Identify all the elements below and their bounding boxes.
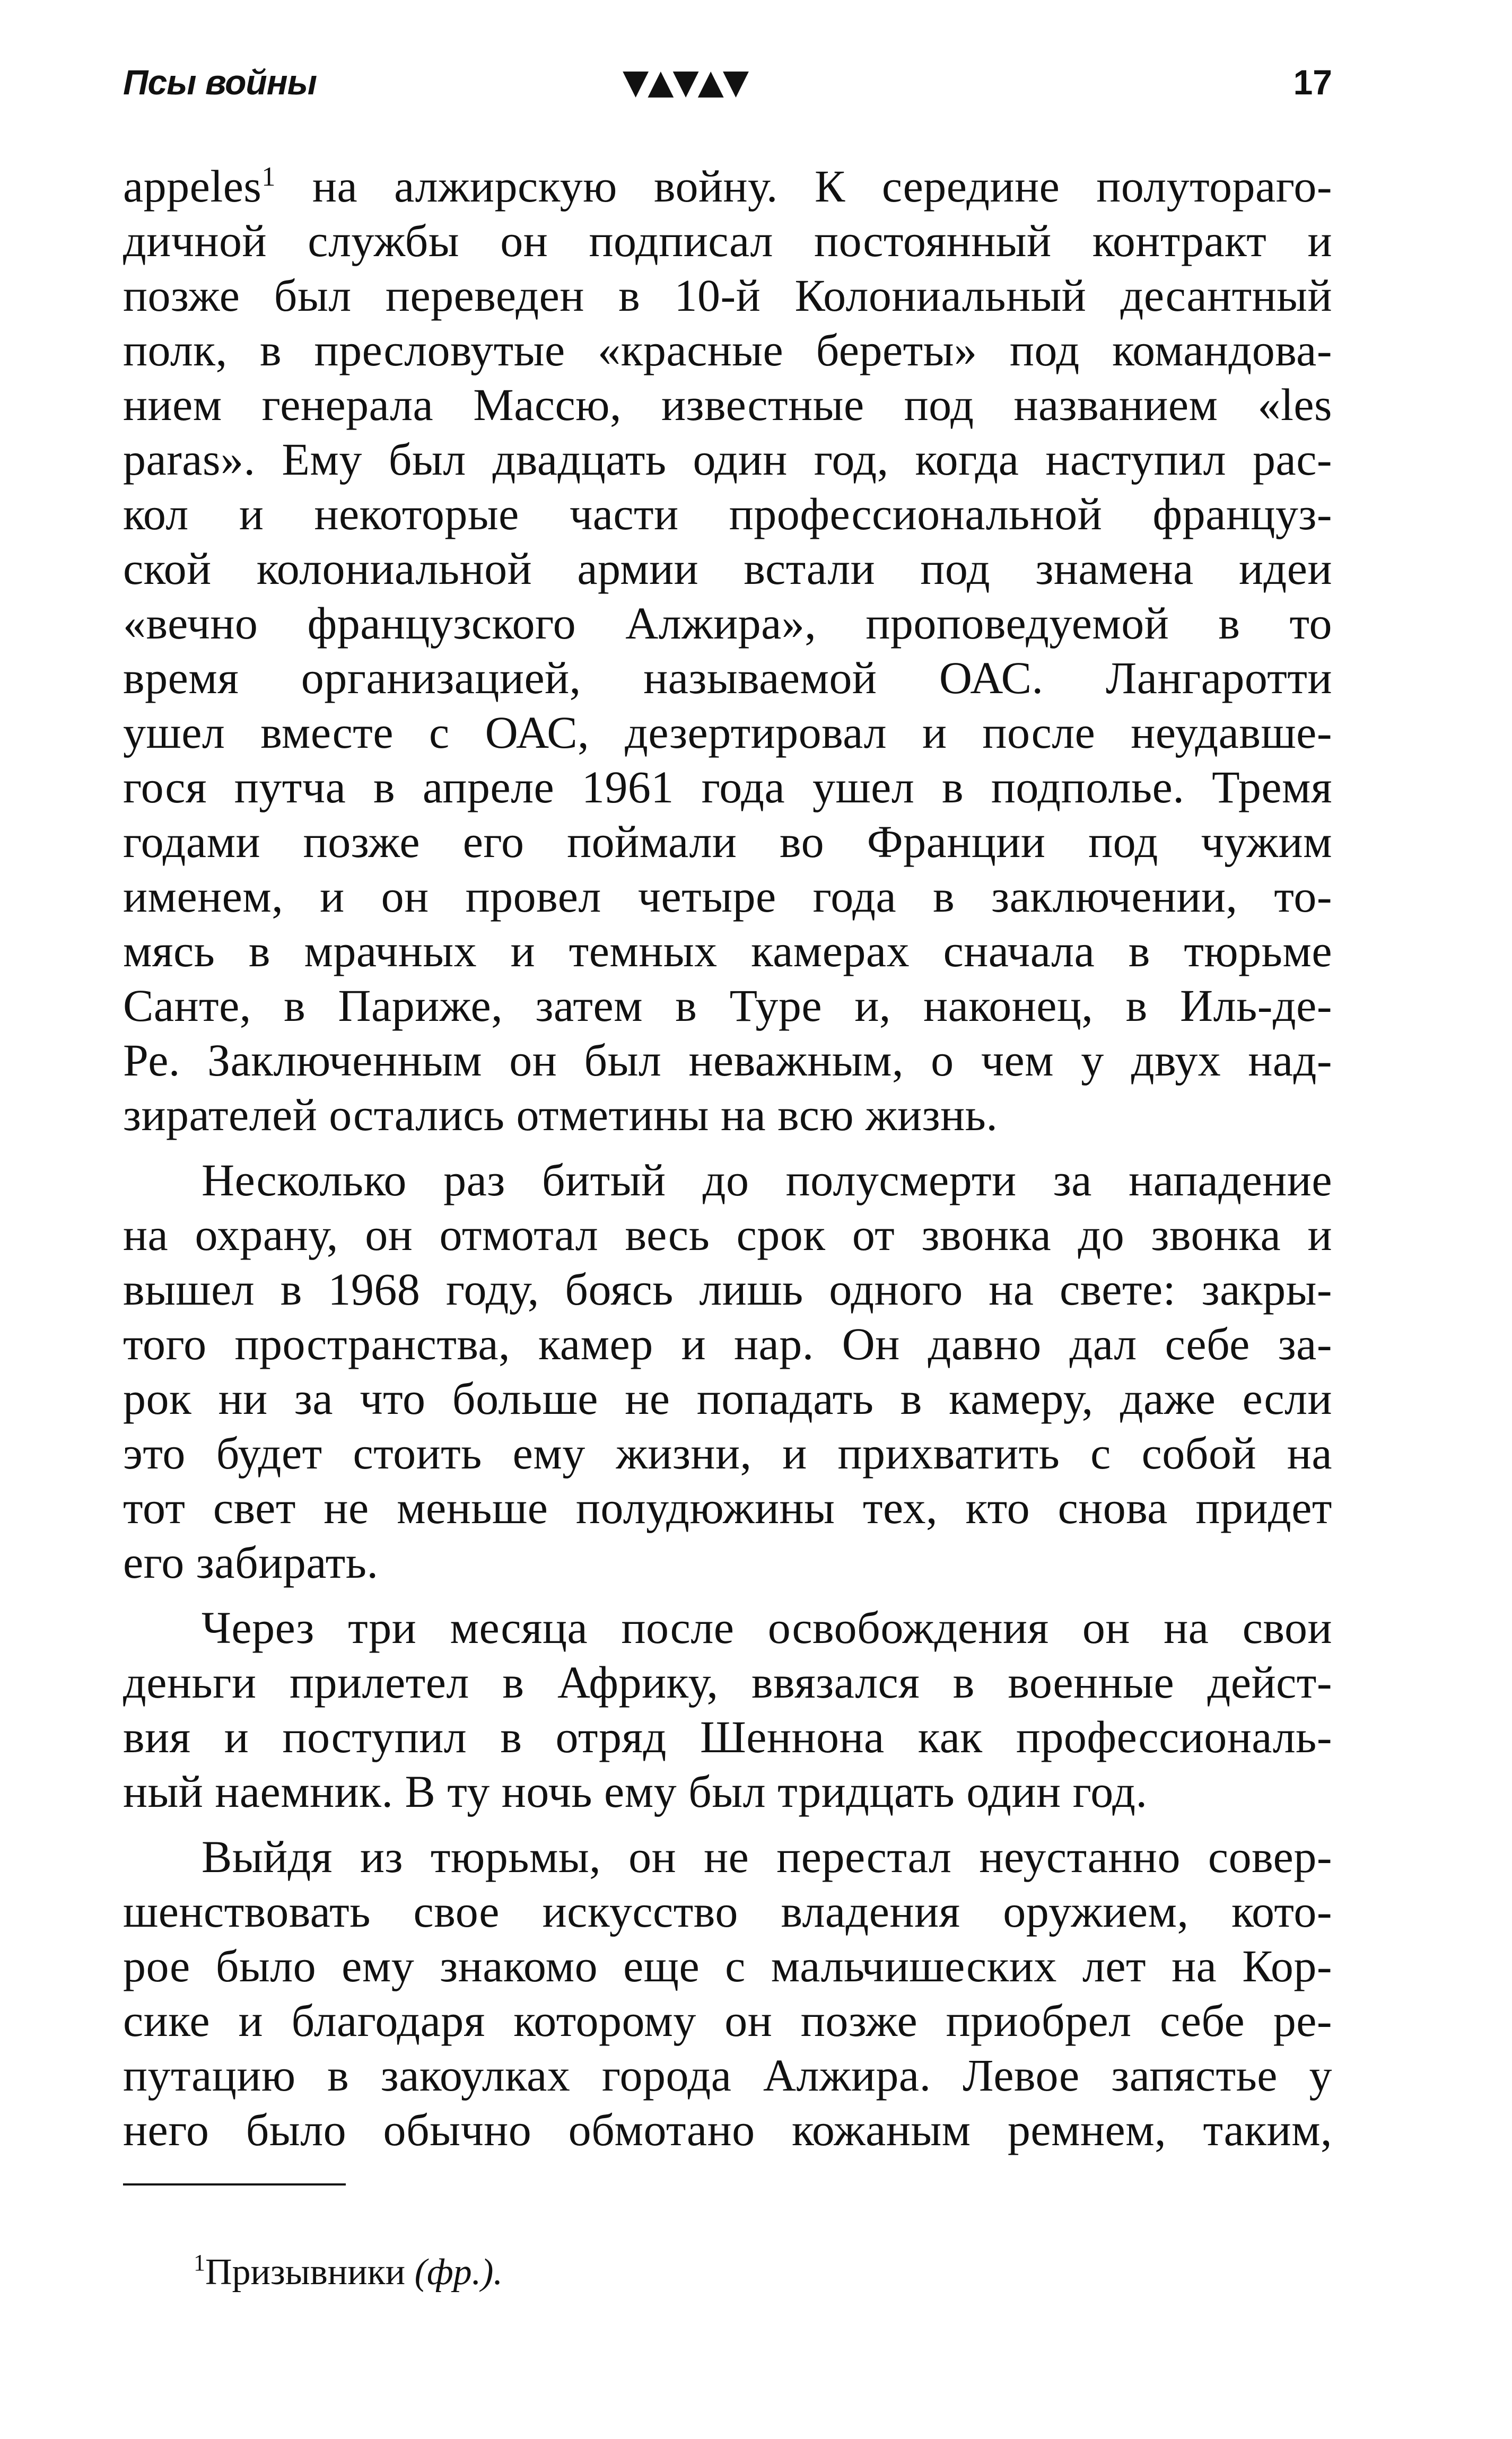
paragraph-gap — [123, 1590, 1332, 1601]
text-fragment: appeles — [123, 161, 262, 212]
text-line: путацию в закоулках города Алжира. Левое запястье у — [123, 2050, 1332, 2101]
footnote-divider — [123, 2183, 346, 2186]
text-line: его забирать. — [123, 1537, 379, 1588]
text-line: Несколько раз битый до полусмерти за нападение — [202, 1155, 1332, 1205]
text-line: кол и некоторые части профессиональной француз- — [123, 488, 1332, 539]
text-line: это будет стоить ему жизни, и прихватить с собой на — [123, 1428, 1332, 1479]
text-line: Через три месяца после освобождения он на свои — [202, 1602, 1332, 1653]
text-line: ный наемник. В ту ночь ему был тридцать один год. — [123, 1766, 1148, 1817]
text-line: на охрану, он отмотал весь срок от звонка до звонка и — [123, 1209, 1332, 1260]
text-line: шенствовать свое искусство владения оружием, кото- — [123, 1886, 1332, 1937]
text-line: именем, и он провел четыре года в заключении, то- — [123, 871, 1332, 922]
text-line: рое было ему знакомо еще с мальчишеских лет на Кор- — [123, 1940, 1332, 1991]
text-line: дичной службы он подписал постоянный контракт и — [123, 215, 1332, 266]
text-line: зирателей остались отметины на всю жизнь. — [123, 1089, 998, 1140]
text-line: годами позже его поймали во Франции под чужим — [123, 816, 1332, 867]
running-head — [123, 58, 1332, 106]
footnote-marker: 1 — [194, 2250, 205, 2276]
text-fragment: на алжирскую войну. К середине полутораго- — [312, 161, 1332, 212]
text-line: «вечно французского Алжира», проповедуемой в то — [123, 598, 1332, 649]
text-line: сике и благодаря которому он позже приобрел себе ре- — [123, 1995, 1332, 2046]
text-line: деньги прилетел в Африку, ввязался в военные дейст- — [123, 1657, 1332, 1708]
text-line: Санте, в Париже, затем в Туре и, наконец, в Иль-де- — [123, 980, 1332, 1031]
text-line: тот свет не меньше полудюжины тех, кто снова придет — [123, 1482, 1332, 1533]
text-line: нием генерала Массю, известные под названием «les — [123, 379, 1332, 430]
footnote-text: Призывники — [205, 2252, 406, 2293]
ornament-triangles: ▼▲▼▲▼ — [623, 63, 748, 102]
text-line: рок ни за что больше не попадать в камеру, даже если — [123, 1373, 1332, 1424]
text-line — [123, 159, 1332, 214]
text-line: вышел в 1968 году, боясь лишь одного на свете: закры- — [123, 1264, 1332, 1315]
text-line: вия и поступил в отряд Шеннона как профессиональ- — [123, 1711, 1332, 1762]
text-line: ушел вместе с ОАС, дезертировал и после неудавше- — [123, 707, 1332, 758]
text-line: время организацией, называемой ОАС. Лангаротти — [123, 652, 1332, 703]
text-line: того пространства, камер и нар. Он давно дал себе за- — [123, 1318, 1332, 1369]
paragraph-gap — [123, 1142, 1332, 1153]
text-line: paras». Ему был двадцать один год, когда наступил рас- — [123, 434, 1332, 485]
paragraph-gap — [123, 1819, 1332, 1830]
footnote-reference: 1 — [261, 162, 276, 192]
text-line: гося путча в апреле 1961 года ушел в подполье. Тремя — [123, 762, 1332, 812]
page-number: 17 — [1293, 63, 1332, 102]
text-line: него было обычно обмотано кожаным ремнем, таким, — [123, 2104, 1332, 2155]
text-line: ской колониальной армии встали под знамена идеи — [123, 543, 1332, 594]
body-text — [123, 159, 1332, 2157]
book-title: Псы войны — [123, 63, 317, 102]
text-line: мясь в мрачных и темных камерах сначала в тюрьме — [123, 925, 1332, 976]
text-line: полк, в пресловутые «красные береты» под командова- — [123, 325, 1332, 375]
text-line: Выйдя из тюрьмы, он не перестал неустанно совер- — [202, 1831, 1332, 1882]
footnote — [194, 2249, 503, 2296]
text-line: позже был переведен в 10-й Колониальный десантный — [123, 270, 1332, 321]
footnote-language-note: (фр.). — [414, 2252, 503, 2293]
text-line: Ре. Заключенным он был неважным, о чем у двух над- — [123, 1035, 1332, 1086]
